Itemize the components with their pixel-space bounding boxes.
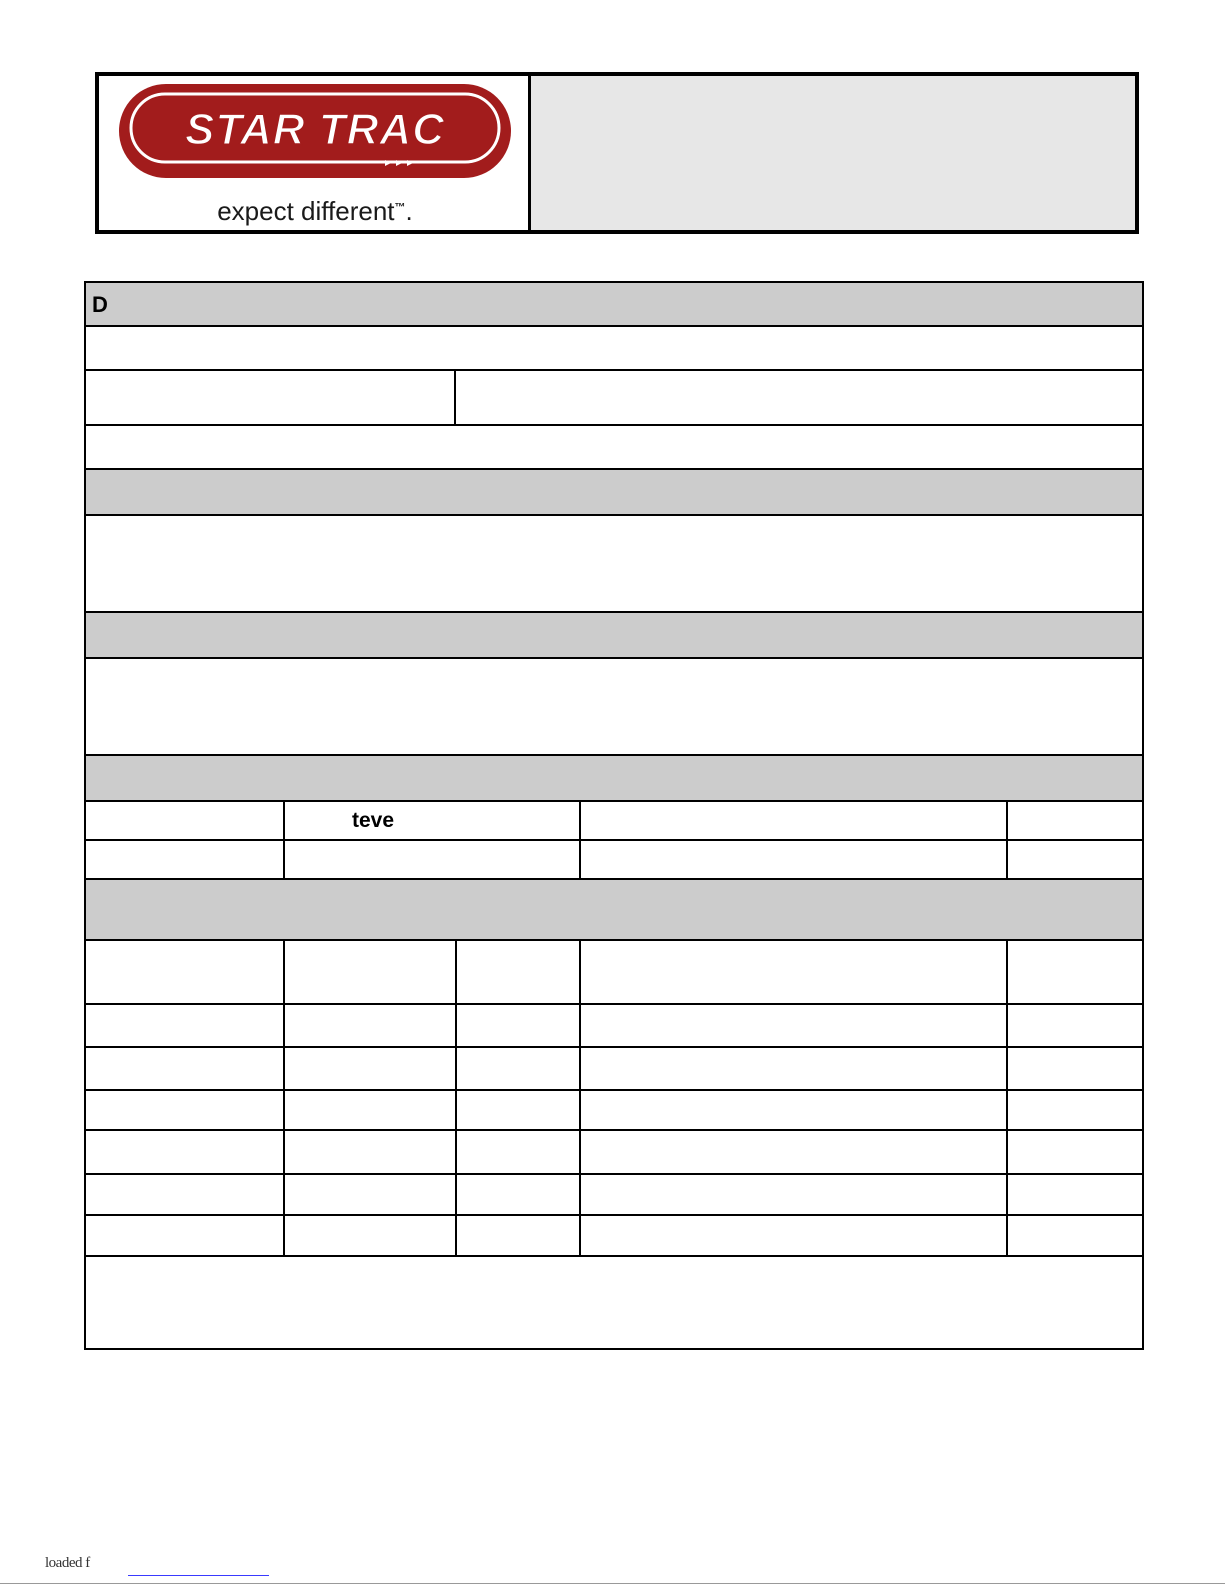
- notes-area[interactable]: [86, 1257, 1142, 1348]
- text-area-2[interactable]: [86, 659, 1142, 756]
- table-row[interactable]: [86, 1131, 1142, 1175]
- table-row[interactable]: [86, 1216, 1142, 1257]
- footer-loaded-text: loaded f: [45, 1555, 90, 1571]
- header-block: [95, 72, 1139, 234]
- section-header-2: [86, 470, 1142, 516]
- section-d-label: D: [92, 292, 108, 317]
- column-divider: [454, 371, 456, 424]
- column-divider: [283, 841, 285, 878]
- section-d-header: [86, 283, 1142, 327]
- trademark-mark: ™: [394, 201, 406, 214]
- table-row[interactable]: [86, 1091, 1142, 1131]
- section-header-4: [86, 756, 1142, 802]
- form-row-1[interactable]: [86, 327, 1142, 371]
- column-divider: [579, 802, 581, 839]
- table-row[interactable]: [86, 1005, 1142, 1048]
- column-divider: [283, 802, 285, 839]
- column-divider: [1006, 841, 1008, 878]
- star-trac-logo: [99, 76, 531, 196]
- column-divider: [1006, 941, 1008, 1003]
- logo-cell: [99, 76, 531, 230]
- footer-link[interactable]: [128, 1575, 269, 1576]
- logo-wordmark: STAR TRAC: [185, 105, 445, 154]
- service-form: [84, 281, 1144, 1350]
- form-row-3[interactable]: [86, 426, 1142, 470]
- form-row-2: [86, 371, 1142, 426]
- column-divider: [1006, 802, 1008, 839]
- column-divider: [455, 941, 457, 1003]
- column-divider: [579, 941, 581, 1003]
- table-row[interactable]: [86, 1175, 1142, 1216]
- document-title-cell: [531, 76, 1135, 230]
- equipment-row-1: [86, 802, 1142, 841]
- equipment-cell-text: teve: [352, 809, 395, 832]
- section-header-3: [86, 613, 1142, 659]
- text-area-1[interactable]: [86, 516, 1142, 613]
- table-row[interactable]: [86, 1048, 1142, 1091]
- column-divider: [579, 841, 581, 878]
- column-divider: [283, 941, 285, 1003]
- logo-tagline: expect different™.: [217, 196, 413, 226]
- footer-rule: [0, 1583, 1225, 1584]
- section-header-5: [86, 880, 1142, 941]
- equipment-row-2: [86, 841, 1142, 880]
- parts-table-header: [86, 941, 1142, 1005]
